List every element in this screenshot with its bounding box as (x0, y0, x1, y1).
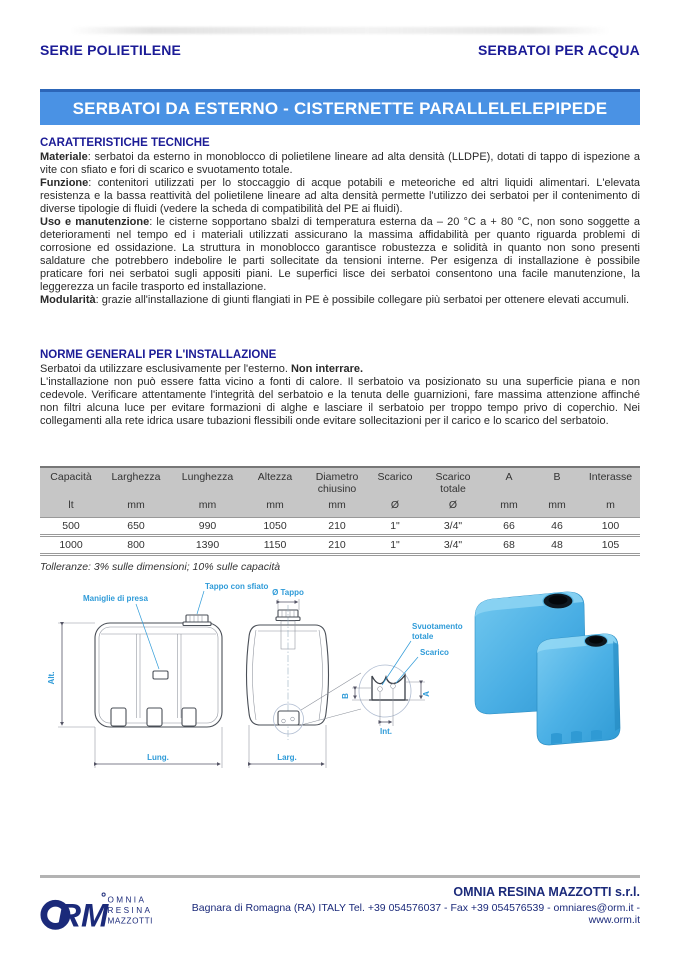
figures-area (40, 578, 652, 790)
label-alt: Alt. (47, 671, 56, 685)
label-modularita: Modularità (40, 294, 96, 306)
unit-scarico-totale: Ø (448, 499, 458, 511)
unit-larghezza: mm (127, 499, 145, 511)
label-o-tappo: Ø Tappo (272, 588, 304, 597)
unit-lunghezza: mm (198, 499, 217, 511)
category-title: SERBATOI PER ACQUA (477, 42, 640, 58)
col-diametro: Diametro chiusino (315, 471, 359, 495)
product-photo (465, 581, 655, 776)
cell: 100 (601, 520, 620, 532)
cell: 210 (328, 520, 346, 532)
col-lunghezza: Lunghezza (181, 471, 234, 483)
cell: 210 (328, 539, 346, 551)
label-svuotamento-2: totale (412, 632, 434, 641)
cell: 1050 (263, 520, 287, 532)
table-row (40, 518, 640, 536)
section-heading-norme: NORME GENERALI PER L'INSTALLAZIONE (40, 349, 277, 361)
label-funzione: Funzione (40, 177, 89, 189)
cell: 650 (127, 520, 145, 532)
cell: 1150 (263, 539, 287, 551)
col-larghezza: Larghezza (111, 471, 161, 483)
logo-line3: MAZZOTTI (107, 916, 154, 926)
text-non-interrare: Non interrare. (290, 363, 364, 375)
label-larg: Larg. (277, 753, 297, 762)
unit-a: mm (500, 499, 518, 511)
series-title: SERIE POLIETILENE (40, 42, 182, 58)
handle-detail (153, 671, 168, 679)
text-materiale: : serbatoi da esterno in monoblocco di polietilene lineare ad alta densità (LLDPE), dotati di tappo di ispezione a vite con sfiato e fori di scarico e svuotamento totale. (40, 151, 640, 176)
cell: 66 (503, 520, 515, 532)
text-uso: : le cisterne sopportano sbalzi di temperatura esterna da – 20 °C a + 80 °C, non sono soggette a deterioramenti nel tempo ed i materiali utilizzati assicurano la massima affidabilità per quanto riguarda problemi di corrosione ed ossidazione. La struttura in monoblocco garantisce robustezza e solidità in quanto non sono presenti saldature che potrebbero indebolire le parti sollecitate da tensioni interne. Per esigenza di installazione è possibile praticare fori nei serbatoi sugli appositi piani. Le superfici lisce dei serbatoi consentono una facile manutenzione, la leggerezza un facile trasporto ed installazione. (40, 216, 640, 293)
spec-table-wrap (40, 466, 640, 573)
text-funzione: : contenitori utilizzati per lo stoccaggio di acque potabili e meteoriche ed altri liquidi alimentari. L'elevata resistenza e la bassa reattività del polietilene lineare ad alta densità permette l'utilizzo dei serbatoi per il contenimento di diverse tipologie di fluidi (vedere la scheda di compatibilità del PE ai fluidi). (40, 177, 640, 215)
col-scarico-totale: Scarico totale (435, 471, 471, 495)
col-b: B (553, 471, 561, 483)
tolerance-note: Tolleranze: 3% sulle dimensioni; 10% sulle capacità (40, 561, 281, 573)
paragraph-modularita (40, 294, 640, 307)
cell: 1" (390, 539, 400, 551)
footer (40, 875, 640, 935)
paragraph-funzione (40, 177, 640, 216)
unit-diametro: mm (328, 499, 346, 511)
paragraph-norme-intro (40, 363, 640, 376)
cell: 990 (198, 520, 217, 532)
text-norme-intro: Serbatoi da utilizzare esclusivamente per l'esterno. (40, 363, 291, 375)
side-view-body (247, 625, 329, 725)
cell: 3/4" (443, 539, 463, 551)
label-uso: Uso e manutenzione (40, 216, 150, 228)
label-materiale: Materiale (40, 151, 88, 163)
label-int: Int. (380, 727, 392, 736)
label-svuotamento-1: Svuotamento (412, 622, 463, 631)
orm-logo (40, 885, 156, 935)
unit-interasse: m (606, 499, 615, 511)
logo-line1: OMNIA (107, 895, 147, 905)
label-maniglie: Maniglie di presa (83, 594, 148, 603)
table-row (40, 536, 640, 555)
col-scarico: Scarico (377, 471, 413, 483)
footer-contact (156, 885, 640, 926)
cell: 48 (551, 539, 563, 551)
unit-capacita: lt (68, 499, 74, 511)
cell: 1" (390, 520, 400, 532)
cell: 105 (601, 539, 620, 551)
paragraph-norme-body: L'installazione non può essere fatta vicino a fonti di calore. Il serbatoio va posizionato su una superficie piana e non cedevole. Verificare attentamente l'integrità del serbatoio e la tenuta delle guarnizioni, fare massima attenzione affinché non filtri alcuna luce per evitare formazioni di alghe e lasciare il serbatoio per troppo tempo privo di coperchio. Nei collegamenti alla rete idrica usare tubazioni flessibili onde evitare sollecitazioni per il carico e lo scarico del serbatoio. (40, 376, 640, 427)
col-a: A (505, 471, 513, 483)
unit-scarico: Ø (390, 499, 400, 511)
page-title-banner: SERBATOI DA ESTERNO - CISTERNETTE PARALLELELEPIPEDE (40, 89, 640, 125)
label-scarico: Scarico (420, 648, 449, 657)
cell: 68 (503, 539, 515, 551)
cell: 3/4" (443, 520, 463, 532)
table-header-row (40, 467, 640, 497)
label-tappo-sfiato: Tappo con sfiato (205, 582, 269, 591)
label-dim-a: A (422, 691, 431, 697)
technical-drawing (40, 578, 465, 790)
paragraph-uso (40, 216, 640, 294)
label-lung: Lung. (147, 753, 169, 762)
document-header (40, 42, 640, 58)
unit-b: mm (548, 499, 566, 511)
cell: 1000 (59, 539, 83, 551)
section-caratteristiche (40, 137, 640, 307)
logo-line2: RESINA (107, 905, 153, 915)
scan-artifact (70, 27, 610, 34)
section-norme (40, 349, 640, 428)
cell: 1390 (195, 539, 220, 551)
tank-small (537, 634, 620, 745)
cell: 800 (127, 539, 145, 551)
spec-table (40, 466, 640, 556)
table-units-row (40, 497, 640, 518)
paragraph-materiale (40, 151, 640, 177)
unit-altezza: mm (266, 499, 284, 511)
section-heading-caratteristiche: CARATTERISTICHE TECNICHE (40, 137, 210, 149)
label-dim-b: B (341, 693, 350, 699)
logo-letters: RM (57, 896, 109, 934)
col-interasse: Interasse (588, 471, 633, 483)
cell: 46 (551, 520, 563, 532)
company-address: Bagnara di Romagna (RA) ITALY Tel. +39 054576037 - Fax +39 054576539 - omniares@orm.it - www.orm.it (191, 902, 640, 926)
text-modularita: : grazie all'installazione di giunti flangiati in PE è possibile collegare più serbatoi per ottenere elevati accumuli. (95, 294, 630, 306)
company-name: OMNIA RESINA MAZZOTTI s.r.l. (453, 885, 640, 899)
col-capacita: Capacità (50, 471, 92, 483)
col-altezza: Altezza (257, 471, 293, 483)
cell: 500 (62, 520, 80, 532)
